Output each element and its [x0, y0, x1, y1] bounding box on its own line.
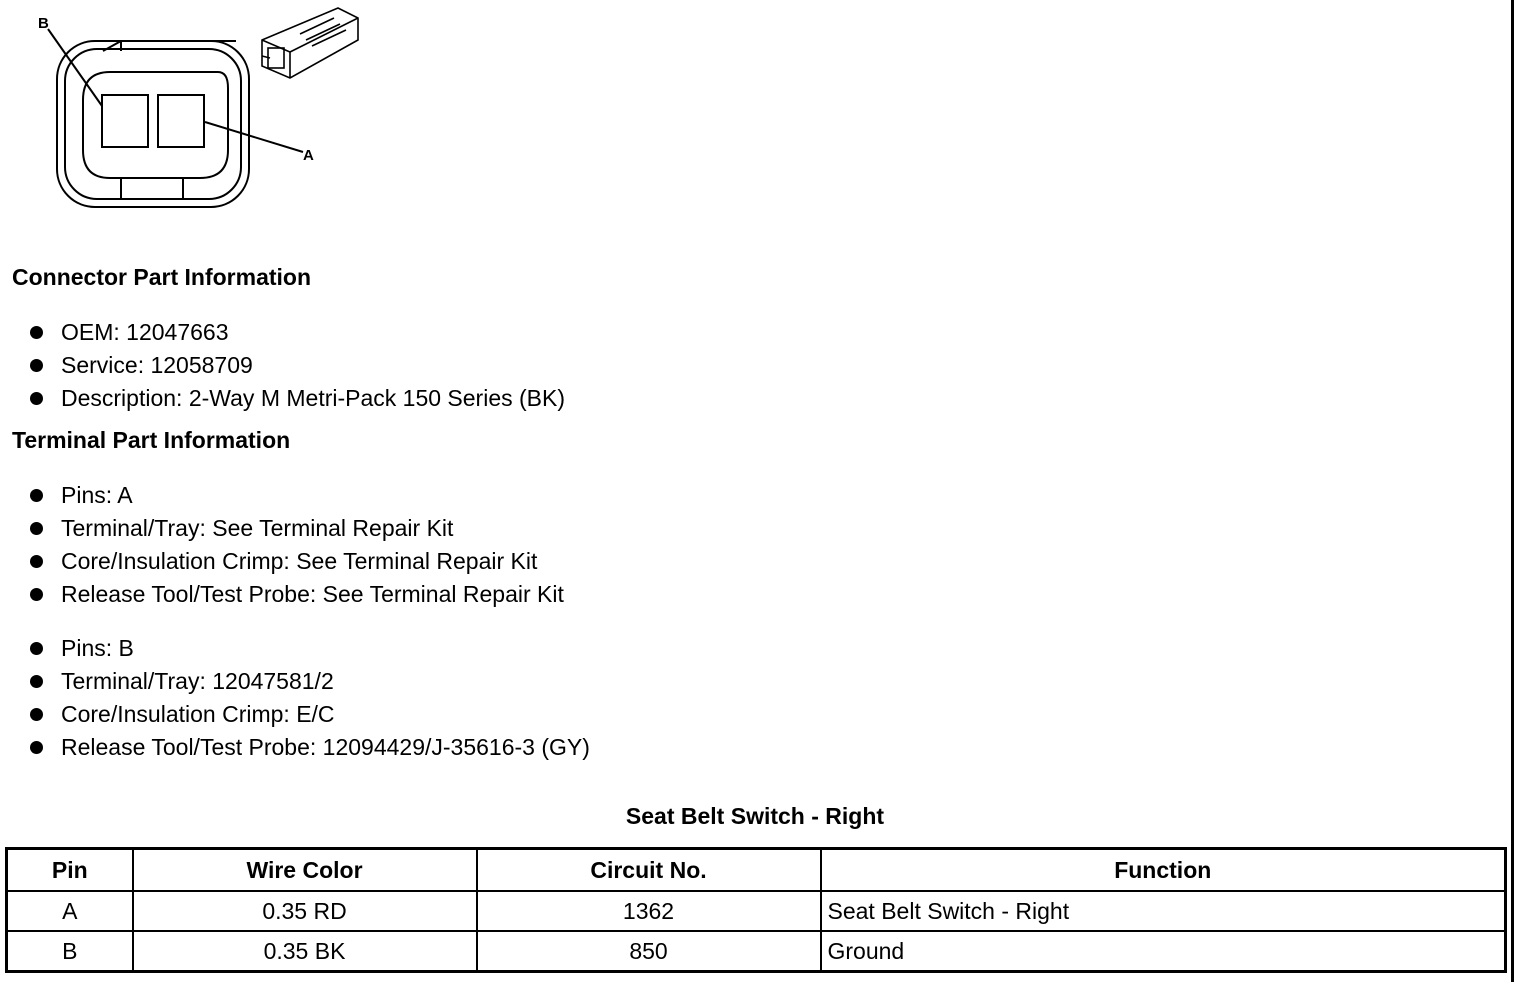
connector-cavity-border: [83, 72, 228, 178]
callout-line-a: [205, 122, 303, 152]
pin-table: [5, 847, 1507, 973]
column-header-pin: Pin: [7, 849, 133, 892]
list-item: OEM: 12047663: [28, 316, 565, 349]
cell-circuit-no: 850: [477, 931, 821, 972]
callout-a-label: A: [303, 147, 314, 164]
connector-part-list: [28, 316, 565, 415]
table-row: [7, 931, 1506, 972]
cell-pin: B: [7, 931, 133, 972]
table-row: [7, 891, 1506, 931]
table-header-row: [7, 849, 1506, 892]
pin-table-title: Seat Belt Switch - Right: [625, 803, 885, 829]
connector-face-diagram: [0, 0, 380, 220]
callout-b-label: B: [38, 15, 49, 32]
cavity-a: [158, 95, 204, 147]
list-item: Release Tool/Test Probe: See Terminal Repair Kit: [28, 578, 564, 611]
column-header-circuit-no: Circuit No.: [477, 849, 821, 892]
cell-wire-color: 0.35 BK: [133, 931, 477, 972]
list-item: Pins: B: [28, 632, 590, 665]
cell-circuit-no: 1362: [477, 891, 821, 931]
cell-function: Seat Belt Switch - Right: [821, 891, 1506, 931]
connector-key-bottom: [121, 178, 183, 199]
terminal-part-list-pin-a: [28, 479, 564, 611]
cell-pin: A: [7, 891, 133, 931]
connector-iso-view: [262, 8, 358, 78]
cavity-b: [102, 95, 148, 147]
list-item: Core/Insulation Crimp: E/C: [28, 698, 590, 731]
cell-function: Ground: [821, 931, 1506, 972]
connector-part-heading: Connector Part Information: [12, 264, 312, 290]
terminal-part-list-pin-b: [28, 632, 590, 764]
list-item: Terminal/Tray: 12047581/2: [28, 665, 590, 698]
column-header-function: Function: [821, 849, 1506, 892]
list-item: Terminal/Tray: See Terminal Repair Kit: [28, 512, 564, 545]
list-item: Core/Insulation Crimp: See Terminal Repair Kit: [28, 545, 564, 578]
cell-wire-color: 0.35 RD: [133, 891, 477, 931]
terminal-part-heading: Terminal Part Information: [12, 427, 291, 453]
page-right-border: [1511, 0, 1514, 982]
column-header-wire-color: Wire Color: [133, 849, 477, 892]
list-item: Release Tool/Test Probe: 12094429/J-35616-3 (GY): [28, 731, 590, 764]
list-item: Description: 2-Way M Metri-Pack 150 Series (BK): [28, 382, 565, 415]
list-item: Pins: A: [28, 479, 564, 512]
list-item: Service: 12058709: [28, 349, 565, 382]
connector-housing-outer: [57, 41, 249, 207]
